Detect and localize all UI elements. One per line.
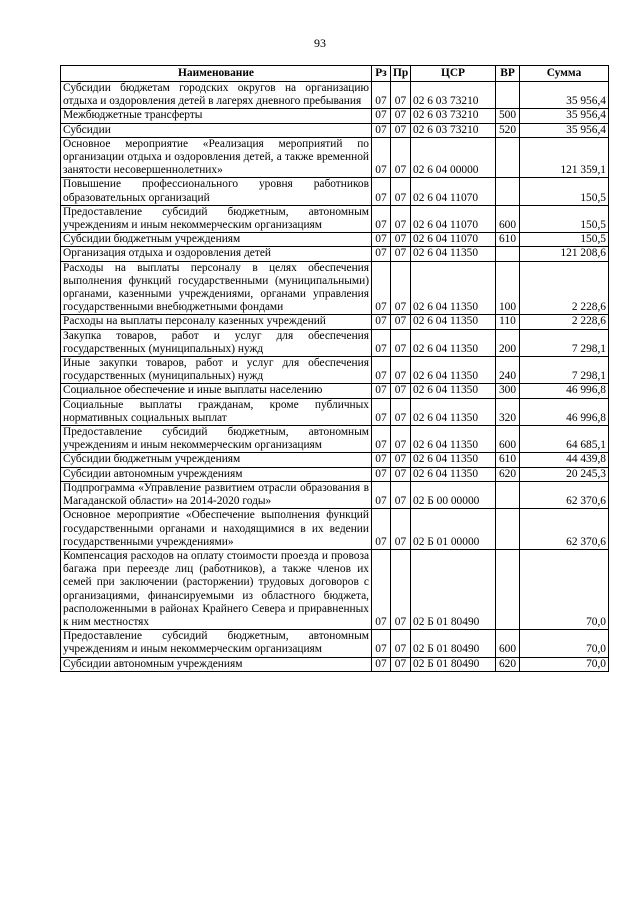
cell-csr: 02 Б 01 80490 xyxy=(411,549,496,629)
cell-name: Предоставление субсидий бюджетным, автономным учреждениям и иным некоммерческим организациям xyxy=(61,205,372,232)
cell-sum: 70,0 xyxy=(520,549,609,629)
cell-csr: 02 6 04 11350 xyxy=(411,467,496,481)
table-row xyxy=(61,178,609,205)
cell-name: Субсидии автономным учреждениям xyxy=(61,657,372,671)
cell-csr: 02 6 04 11350 xyxy=(411,384,496,398)
cell-sum: 46 996,8 xyxy=(520,398,609,425)
cell-sum: 62 370,6 xyxy=(520,481,609,508)
table-row xyxy=(61,261,609,315)
cell-sum: 70,0 xyxy=(520,657,609,671)
cell-sum: 64 685,1 xyxy=(520,426,609,453)
cell-name: Основное мероприятие «Обеспечение выполнения функций государственными органами и находящимися в их ведении государственными учреждениями» xyxy=(61,509,372,550)
cell-pr: 07 xyxy=(391,178,411,205)
cell-name: Субсидии бюджетам городских округов на организацию отдыха и оздоровления детей в лагерях дневного пребывания xyxy=(61,82,372,109)
cell-rz: 07 xyxy=(372,178,391,205)
cell-vr xyxy=(496,178,520,205)
cell-rz: 07 xyxy=(372,137,391,178)
cell-rz: 07 xyxy=(372,657,391,671)
cell-rz: 07 xyxy=(372,467,391,481)
cell-vr: 600 xyxy=(496,426,520,453)
cell-rz: 07 xyxy=(372,233,391,247)
cell-vr: 600 xyxy=(496,630,520,657)
table-row xyxy=(61,481,609,508)
cell-vr: 100 xyxy=(496,261,520,315)
cell-csr: 02 6 03 73210 xyxy=(411,123,496,137)
cell-pr: 07 xyxy=(391,109,411,123)
table-row xyxy=(61,549,609,629)
cell-csr: 02 Б 00 00000 xyxy=(411,481,496,508)
cell-rz: 07 xyxy=(372,384,391,398)
table-row xyxy=(61,137,609,178)
cell-csr: 02 6 04 11350 xyxy=(411,398,496,425)
cell-csr: 02 Б 01 00000 xyxy=(411,509,496,550)
cell-vr: 500 xyxy=(496,109,520,123)
cell-pr: 07 xyxy=(391,549,411,629)
table-row xyxy=(61,657,609,671)
table-row xyxy=(61,82,609,109)
cell-rz: 07 xyxy=(372,82,391,109)
cell-sum: 35 956,4 xyxy=(520,82,609,109)
cell-rz: 07 xyxy=(372,426,391,453)
cell-pr: 07 xyxy=(391,233,411,247)
cell-vr: 620 xyxy=(496,467,520,481)
cell-csr: 02 6 04 11350 xyxy=(411,247,496,261)
cell-pr: 07 xyxy=(391,509,411,550)
cell-sum: 2 228,6 xyxy=(520,315,609,329)
cell-sum: 70,0 xyxy=(520,630,609,657)
cell-rz: 07 xyxy=(372,329,391,356)
cell-csr: 02 6 03 73210 xyxy=(411,82,496,109)
cell-name: Расходы на выплаты персоналу казенных учреждений xyxy=(61,315,372,329)
cell-csr: 02 6 04 11070 xyxy=(411,178,496,205)
cell-name: Межбюджетные трансферты xyxy=(61,109,372,123)
cell-pr: 07 xyxy=(391,329,411,356)
table-row xyxy=(61,453,609,467)
cell-pr: 07 xyxy=(391,453,411,467)
cell-sum: 121 359,1 xyxy=(520,137,609,178)
cell-name: Основное мероприятие «Реализация мероприятий по организации отдыха и оздоровления детей, а также временной занятости несовершеннолетних» xyxy=(61,137,372,178)
cell-rz: 07 xyxy=(372,247,391,261)
cell-name: Иные закупки товаров, работ и услуг для обеспечения государственных (муниципальных) нужд xyxy=(61,357,372,384)
table-row xyxy=(61,329,609,356)
cell-name: Подпрограмма «Управление развитием отрасли образования в Магаданской области» на 2014-2020 годы» xyxy=(61,481,372,508)
budget-table xyxy=(60,65,609,672)
cell-vr: 110 xyxy=(496,315,520,329)
cell-rz: 07 xyxy=(372,509,391,550)
table-row xyxy=(61,233,609,247)
cell-pr: 07 xyxy=(391,398,411,425)
cell-csr: 02 6 04 00000 xyxy=(411,137,496,178)
table-row xyxy=(61,509,609,550)
cell-pr: 07 xyxy=(391,384,411,398)
page-number: 93 xyxy=(314,36,326,50)
header-csr: ЦСР xyxy=(411,66,496,82)
cell-name: Субсидии xyxy=(61,123,372,137)
cell-vr xyxy=(496,82,520,109)
cell-rz: 07 xyxy=(372,261,391,315)
cell-csr: 02 6 04 11350 xyxy=(411,426,496,453)
cell-csr: 02 6 03 73210 xyxy=(411,109,496,123)
cell-name: Организация отдыха и оздоровления детей xyxy=(61,247,372,261)
cell-pr: 07 xyxy=(391,82,411,109)
header-pr: Пр xyxy=(391,66,411,82)
cell-rz: 07 xyxy=(372,357,391,384)
cell-sum: 35 956,4 xyxy=(520,109,609,123)
cell-vr: 520 xyxy=(496,123,520,137)
cell-sum: 2 228,6 xyxy=(520,261,609,315)
cell-csr: 02 6 04 11070 xyxy=(411,205,496,232)
cell-sum: 150,5 xyxy=(520,233,609,247)
table-row xyxy=(61,205,609,232)
cell-pr: 07 xyxy=(391,205,411,232)
table-row xyxy=(61,247,609,261)
cell-vr xyxy=(496,481,520,508)
cell-rz: 07 xyxy=(372,315,391,329)
cell-rz: 07 xyxy=(372,549,391,629)
cell-vr: 610 xyxy=(496,233,520,247)
table-row xyxy=(61,630,609,657)
table-row xyxy=(61,123,609,137)
cell-pr: 07 xyxy=(391,247,411,261)
table-row xyxy=(61,384,609,398)
cell-sum: 62 370,6 xyxy=(520,509,609,550)
cell-sum: 20 245,3 xyxy=(520,467,609,481)
cell-rz: 07 xyxy=(372,453,391,467)
table-row xyxy=(61,426,609,453)
cell-vr xyxy=(496,247,520,261)
cell-pr: 07 xyxy=(391,123,411,137)
cell-pr: 07 xyxy=(391,630,411,657)
cell-vr xyxy=(496,509,520,550)
cell-sum: 150,5 xyxy=(520,205,609,232)
cell-sum: 7 298,1 xyxy=(520,329,609,356)
cell-rz: 07 xyxy=(372,109,391,123)
cell-csr: 02 6 04 11070 xyxy=(411,233,496,247)
header-sum: Сумма xyxy=(520,66,609,82)
header-name: Наименование xyxy=(61,66,372,82)
table-body xyxy=(61,82,609,672)
cell-name: Социальное обеспечение и иные выплаты населению xyxy=(61,384,372,398)
cell-vr xyxy=(496,549,520,629)
cell-rz: 07 xyxy=(372,630,391,657)
header-vr: ВР xyxy=(496,66,520,82)
cell-vr: 620 xyxy=(496,657,520,671)
cell-sum: 150,5 xyxy=(520,178,609,205)
cell-csr: 02 6 04 11350 xyxy=(411,261,496,315)
cell-name: Предоставление субсидий бюджетным, автономным учреждениям и иным некоммерческим организациям xyxy=(61,630,372,657)
cell-rz: 07 xyxy=(372,398,391,425)
cell-vr: 200 xyxy=(496,329,520,356)
cell-rz: 07 xyxy=(372,205,391,232)
cell-vr: 240 xyxy=(496,357,520,384)
cell-vr: 610 xyxy=(496,453,520,467)
cell-csr: 02 6 04 11350 xyxy=(411,357,496,384)
cell-csr: 02 Б 01 80490 xyxy=(411,657,496,671)
cell-name: Расходы на выплаты персоналу в целях обеспечения выполнения функций государственными (муниципальными) органами, казенными учреждениями, органами управления государственными внебюджетными фондами xyxy=(61,261,372,315)
cell-pr: 07 xyxy=(391,657,411,671)
cell-name: Компенсация расходов на оплату стоимости проезда и провоза багажа при переезде лиц (работников), а также членов их семей при заключении (расторжении) трудовых договоров с организациями, финансируемыми из областного бюджета, расположенными в районах Крайнего Севера и приравненных к ним местностях xyxy=(61,549,372,629)
table-header-row xyxy=(61,66,609,82)
cell-vr: 320 xyxy=(496,398,520,425)
table-row xyxy=(61,315,609,329)
cell-pr: 07 xyxy=(391,137,411,178)
cell-csr: 02 Б 01 80490 xyxy=(411,630,496,657)
cell-rz: 07 xyxy=(372,481,391,508)
cell-sum: 7 298,1 xyxy=(520,357,609,384)
cell-csr: 02 6 04 11350 xyxy=(411,329,496,356)
cell-sum: 35 956,4 xyxy=(520,123,609,137)
cell-pr: 07 xyxy=(391,426,411,453)
table-row xyxy=(61,357,609,384)
cell-vr xyxy=(496,137,520,178)
cell-name: Предоставление субсидий бюджетным, автономным учреждениям и иным некоммерческим организациям xyxy=(61,426,372,453)
cell-sum: 44 439,8 xyxy=(520,453,609,467)
cell-pr: 07 xyxy=(391,261,411,315)
cell-vr: 300 xyxy=(496,384,520,398)
cell-pr: 07 xyxy=(391,467,411,481)
cell-name: Социальные выплаты гражданам, кроме публичных нормативных социальных выплат xyxy=(61,398,372,425)
table-row xyxy=(61,467,609,481)
cell-name: Субсидии автономным учреждениям xyxy=(61,467,372,481)
cell-pr: 07 xyxy=(391,481,411,508)
header-rz: Рз xyxy=(372,66,391,82)
cell-name: Субсидии бюджетным учреждениям xyxy=(61,233,372,247)
cell-pr: 07 xyxy=(391,357,411,384)
cell-sum: 46 996,8 xyxy=(520,384,609,398)
cell-name: Закупка товаров, работ и услуг для обеспечения государственных (муниципальных) нужд xyxy=(61,329,372,356)
cell-vr: 600 xyxy=(496,205,520,232)
cell-name: Субсидии бюджетным учреждениям xyxy=(61,453,372,467)
cell-rz: 07 xyxy=(372,123,391,137)
table-row xyxy=(61,109,609,123)
cell-sum: 121 208,6 xyxy=(520,247,609,261)
table-row xyxy=(61,398,609,425)
cell-csr: 02 6 04 11350 xyxy=(411,453,496,467)
cell-name: Повышение профессионального уровня работников образовательных организаций xyxy=(61,178,372,205)
cell-csr: 02 6 04 11350 xyxy=(411,315,496,329)
cell-pr: 07 xyxy=(391,315,411,329)
